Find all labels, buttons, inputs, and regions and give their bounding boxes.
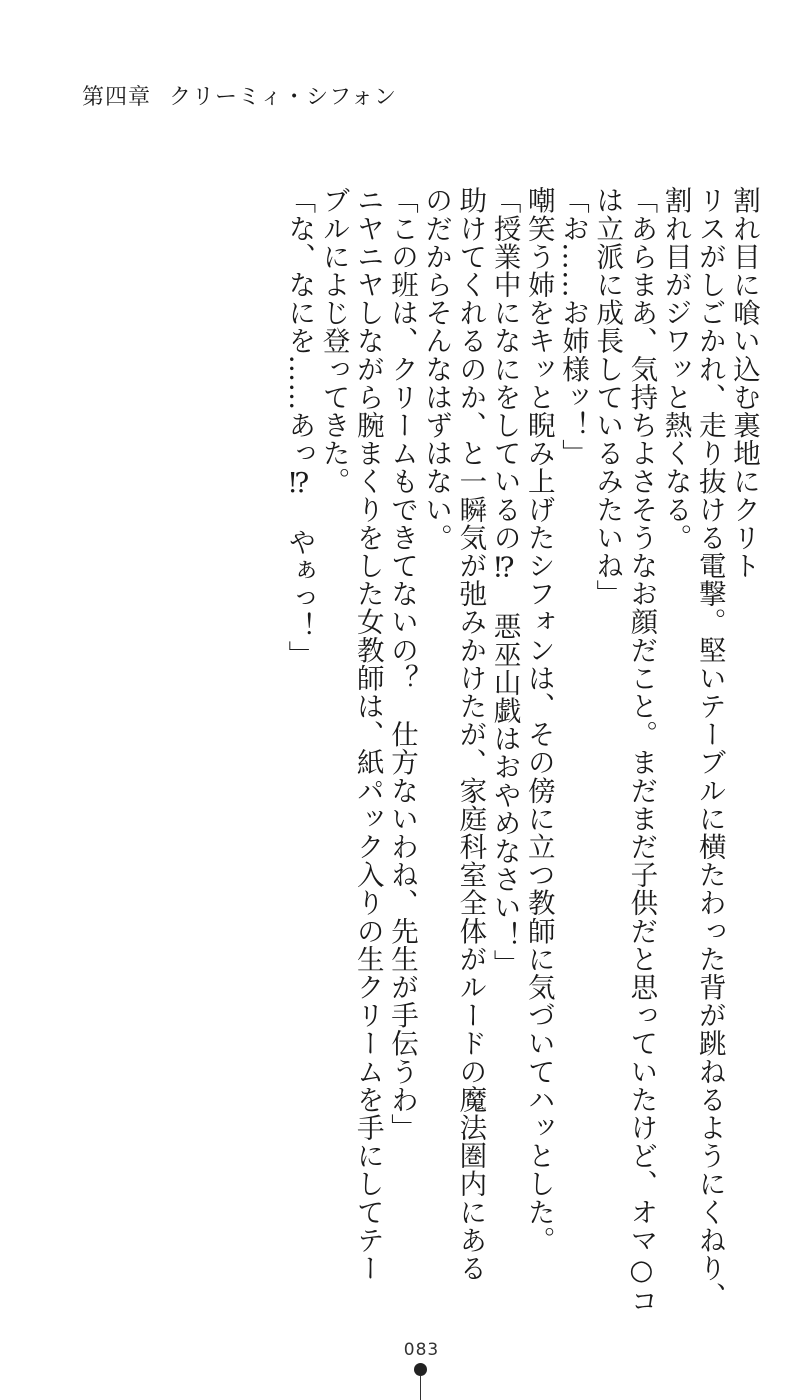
text-line: 「あらまあ、気持ちよさそうなお顔だこと。まだまだ子供だと思っていたけど、オマ○コ — [625, 186, 658, 1315]
text-line: 「お……お姉様ッ！」 — [556, 186, 589, 467]
text-line: 割れ目がジワッと熱くなる。 — [659, 186, 692, 552]
text-line: リスがしごかれ、走り抜ける電撃。堅いテーブルに横たわった背が跳ねるようにくねり、 — [693, 186, 726, 1310]
text-line: 「授業中になにをしているの⁉ 悪巫山戯はおやめなさい！」 — [488, 186, 521, 978]
page-number: 083 — [403, 1340, 440, 1360]
text-line: は立派に成長しているみたいね」 — [591, 186, 624, 608]
chapter-title: クリーミィ・シフォン — [169, 85, 398, 110]
text-line: ブルによじ登ってきた。 — [317, 186, 350, 496]
page-marker-line — [420, 1376, 421, 1400]
body-text — [282, 186, 761, 1315]
text-line: 助けてくれるのか、と一瞬気が弛みかけたが、家庭科室全体がルードの魔法圏内にある — [454, 186, 487, 1282]
page-marker-dot — [414, 1363, 427, 1376]
running-header — [82, 80, 397, 111]
text-line: ニヤニヤしながら腕まくりをした女教師は、紙パック入りの生クリームを手にしてテー — [351, 186, 384, 1282]
text-line: 「な、なにを……あっ⁉ やぁっ！」 — [283, 186, 316, 669]
chapter-number: 第四章 — [82, 85, 152, 110]
text-line: のだからそんなはずはない。 — [420, 186, 453, 552]
text-line: 割れ目に喰い込む裏地にクリト — [728, 186, 760, 580]
text-line: 「この班は、クリームもできてないの？ 仕方ないわね、先生が手伝うわ」 — [385, 186, 418, 1142]
text-line: 嘲笑う姉をキッと睨み上げたシフォンは、その傍に立つ教師に気づいてハッとした。 — [522, 186, 555, 1254]
